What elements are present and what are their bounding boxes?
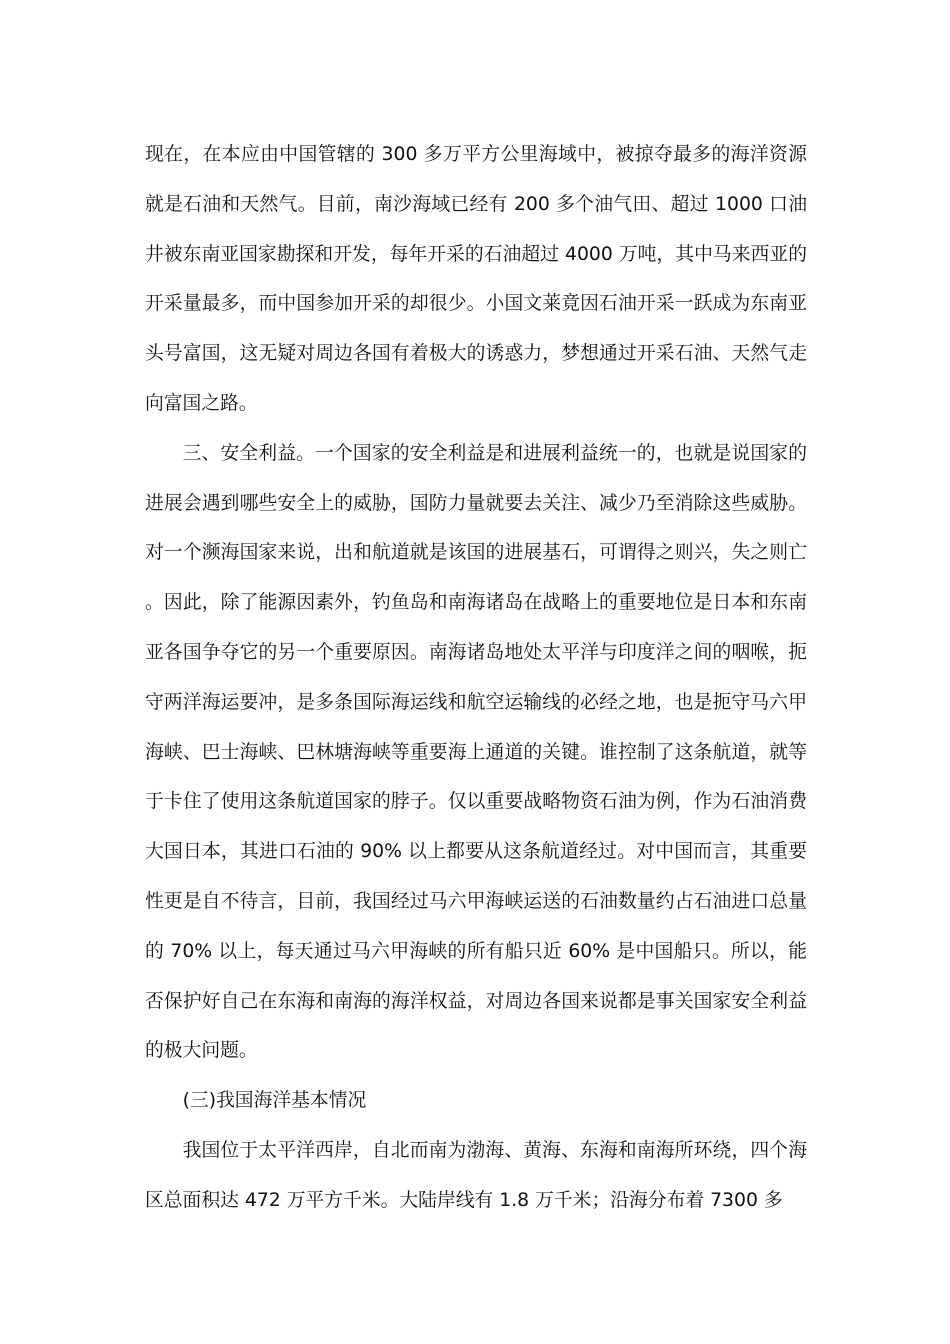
section-heading-ocean-situation: (三)我国海洋基本情况 bbox=[182, 1090, 367, 1112]
paragraph-oil-gas-resources: 现在，在本应由中国管辖的 300 多万平方公里海域中，被掠夺最多的海洋资源就是石油和天然气。目前，南沙海域已经有 200 多个油气田、超过 1000 口油井被东南亚国家勘探和开发，每年开采的石油超过 4000 万吨，其中马来西亚的开采量最多，而中国参加开采的却很少。小国文莱竟因石油开采一跃成为东南亚头号富国，这无疑对周边各国有着极大的诱惑力，梦想通过开采石油、天然气走向富国之路。 bbox=[145, 144, 807, 414]
paragraph-security-interests: 三、安全利益。一个国家的安全利益是和进展利益统一的，也就是说国家的进展会遇到哪些安全上的威胁，国防力量就要去关注、减少乃至消除这些威胁。对一个濒海国家来说，出和航道就是该国的进展基石，可谓得之则兴，失之则亡。因此，除了能源因素外，钓鱼岛和南海诸岛在战略上的重要地位是日本和东南亚各国争夺它的另一个重要原因。南海诸岛地处太平洋与印度洋之间的咽喉，扼守两洋海运要冲，是多条国际海运线和航空运输线的必经之地，也是扼守马六甲海峡、巴士海峡、巴林塘海峡等重要海上通道的关键。谁控制了这条航道，就等于卡住了使用这条航道国家的脖子。仅以重要战略物资石油为例，作为石油消费大国日本，其进口石油的 90% 以上都要从这条航道经过。对中国而言，其重要性更是自不待言，目前，我国经过马六甲海峡运送的石油数量约占石油进口总量的 70% 以上，每天通过马六甲海峡的所有船只近 60% 是中国船只。所以，能否保护好自己在东海和南海的海洋权益，对周边各国来说都是事关国家安全利益的极大问题。 bbox=[145, 442, 807, 1062]
paragraph-ocean-geography: 我国位于太平洋西岸，自北而南为渤海、黄海、东海和南海所环绕，四个海区总面积达 472 万平方千米。大陆岸线有 1.8 万千米；沿海分布着 7300 多 bbox=[145, 1139, 807, 1211]
document-page bbox=[145, 130, 807, 1226]
